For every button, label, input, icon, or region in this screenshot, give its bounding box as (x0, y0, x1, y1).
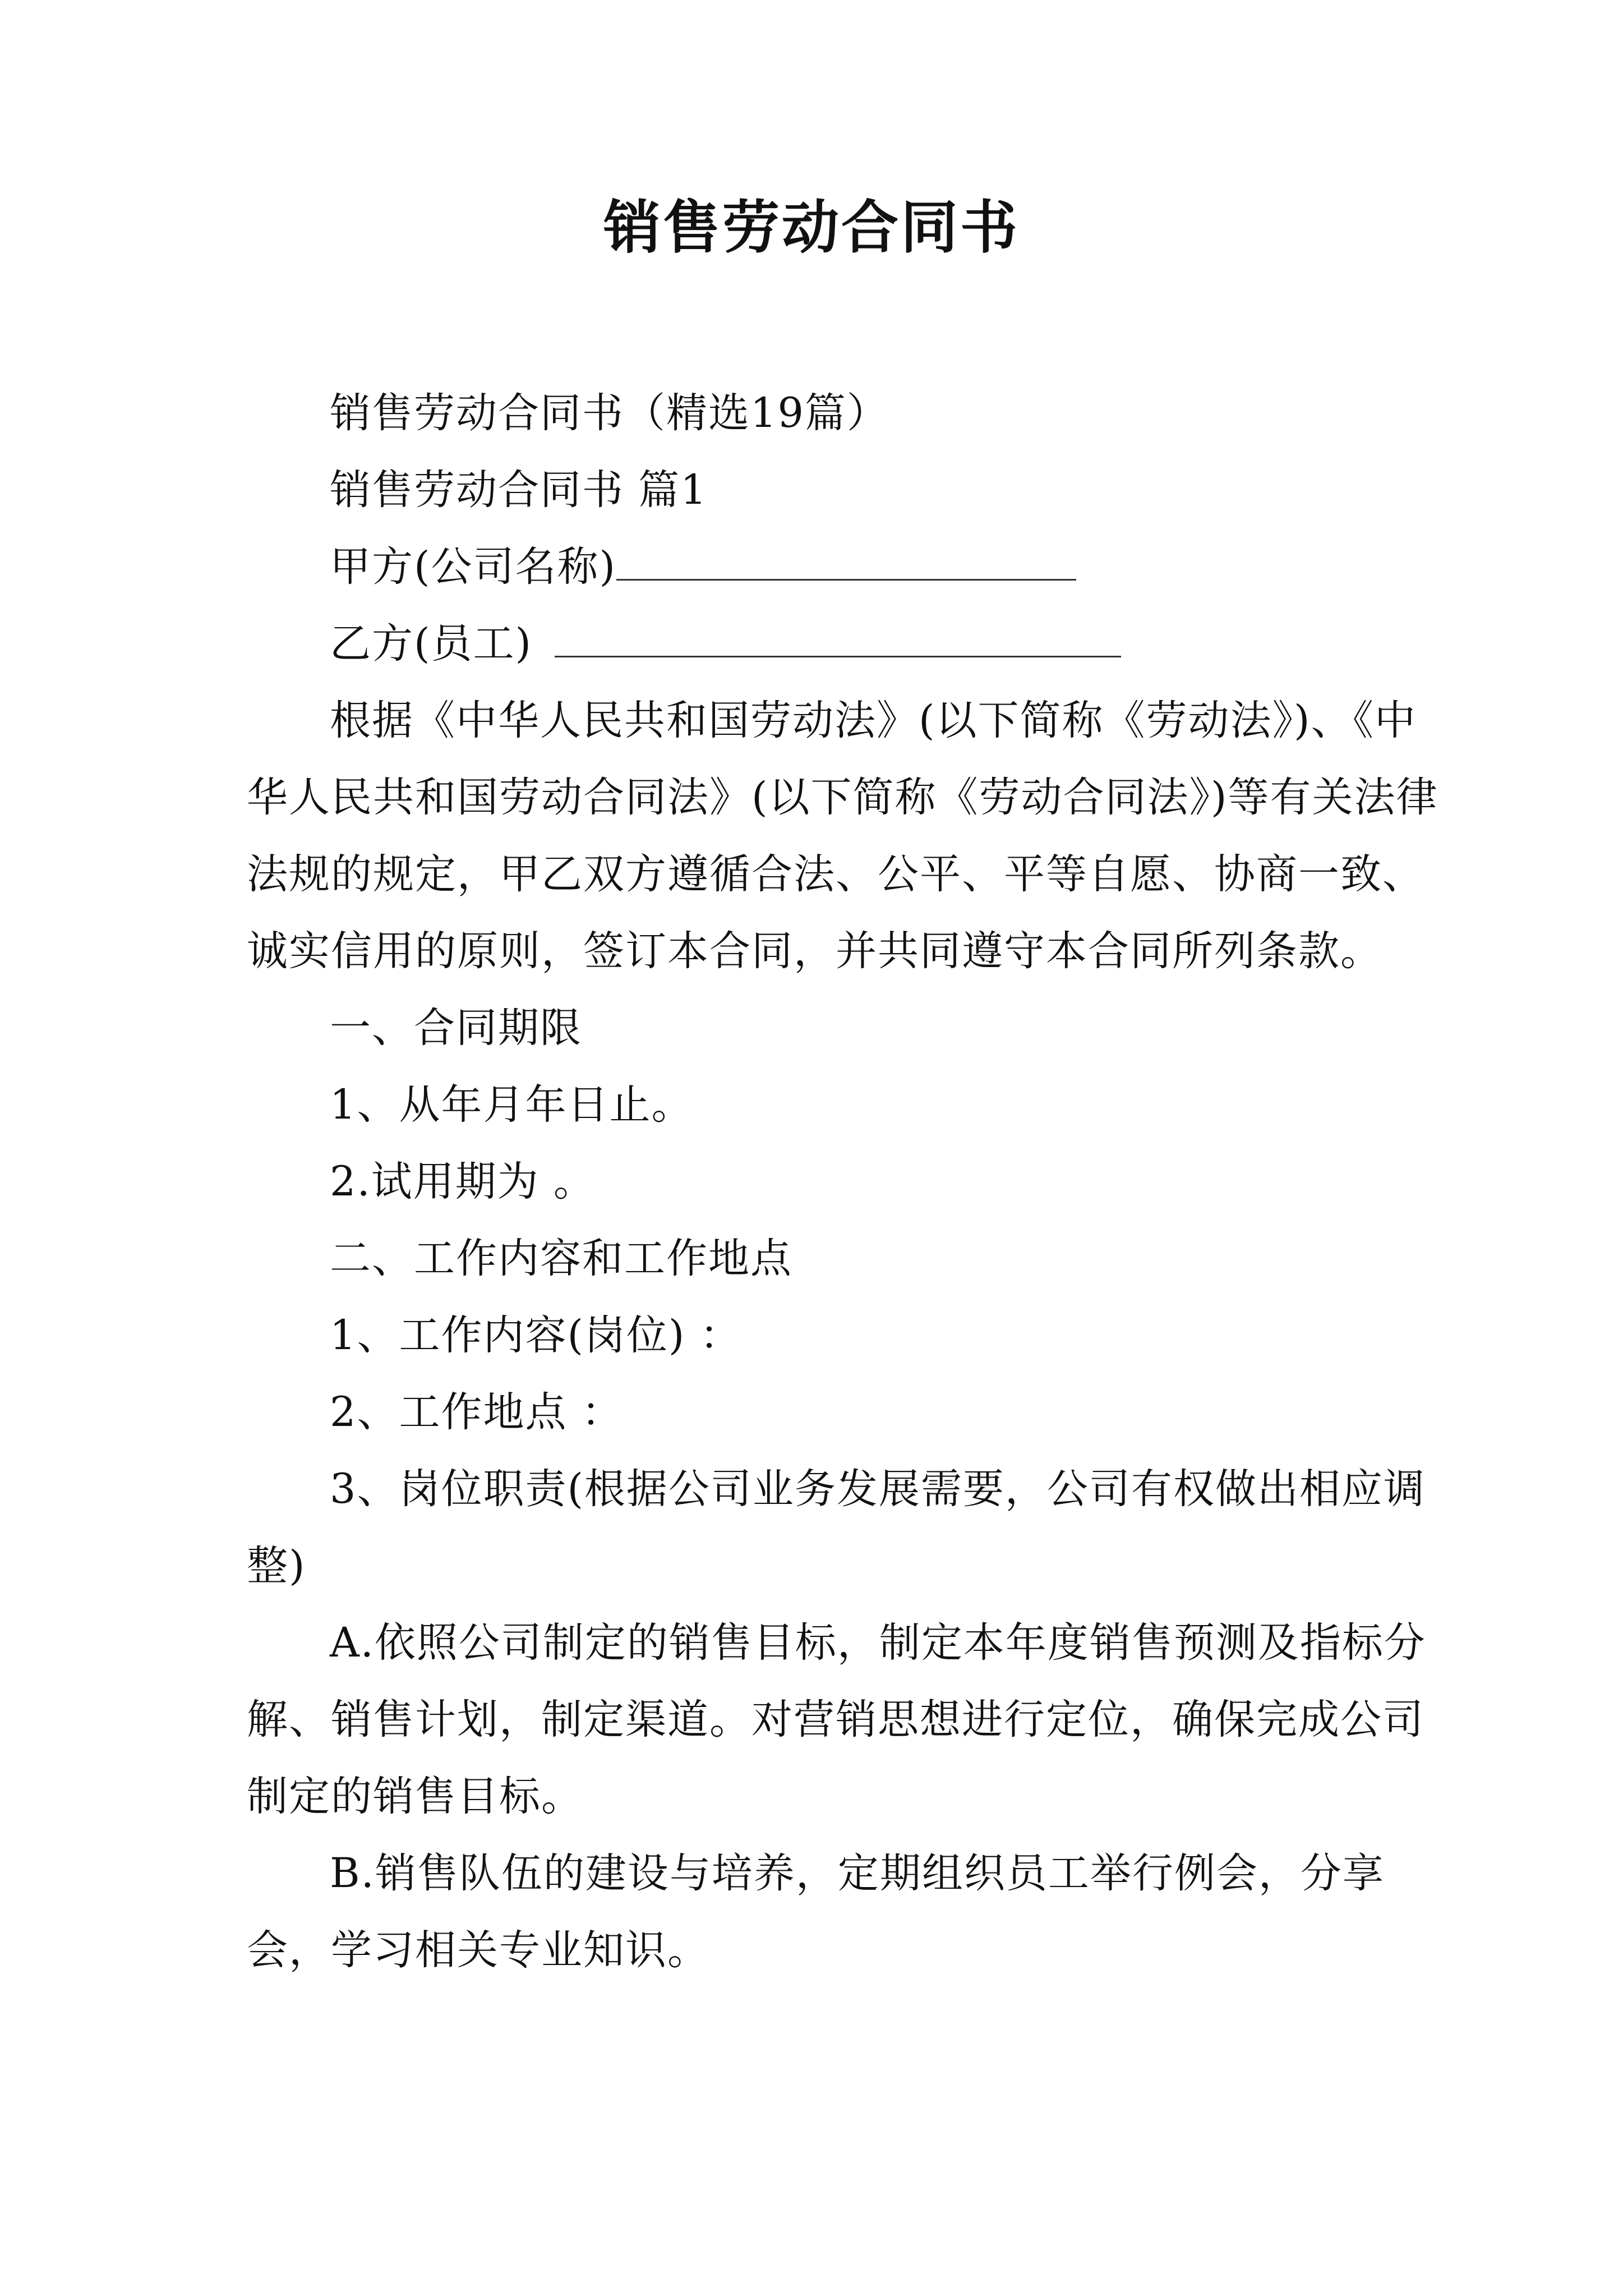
document-body (247, 375, 1441, 1989)
term-item-2: 2.试用期为 。 (330, 1158, 596, 1205)
party-b-line (247, 605, 1441, 682)
party-b-label: 乙方(员工) (330, 620, 532, 668)
party-a-line (247, 528, 1441, 605)
duty-a-paragraph: A.依照公司制定的销售目标，制定本年度销售预测及指标分解、销售计划，制定渠道。对营销思想进行定位，确保完成公司制定的销售目标。 (247, 1619, 1426, 1820)
subtitle: 销售劳动合同书（精选19篇） (330, 389, 889, 437)
work-heading: 二、工作内容和工作地点 (330, 1235, 792, 1282)
document-title: 销售劳动合同书 (603, 194, 1020, 261)
work-item-3: 3、岗位职责(根据公司业务发展需要，公司有权做出相应调整) (247, 1465, 1426, 1590)
party-a-blank (616, 542, 1076, 581)
party-a-label: 甲方(公司名称) (330, 543, 616, 591)
term-heading: 一、合同期限 (330, 1004, 582, 1052)
work-item-1: 1、工作内容(岗位) ： (330, 1312, 742, 1359)
work-item-2: 2、工作地点 ： (330, 1388, 624, 1436)
section-heading: 销售劳动合同书 篇1 (330, 466, 708, 514)
party-b-blank (555, 619, 1121, 657)
preamble-paragraph: 根据《中华人民共和国劳动法》(以下简称《劳动法》)、《中华人民共和国劳动合同法》(以下简称《劳动合同法》)等有关法律法规的规定，甲乙双方遵循合法、公平、平等自愿、协商一致、诚实信用的原则，签订本合同，并共同遵守本合同所列条款。 (247, 697, 1438, 975)
duty-b-paragraph: B.销售队伍的建设与培养，定期组织员工举行例会，分享会，学习相关专业知识。 (247, 1849, 1385, 1974)
term-item-1: 1、从年月年日止。 (330, 1081, 694, 1129)
